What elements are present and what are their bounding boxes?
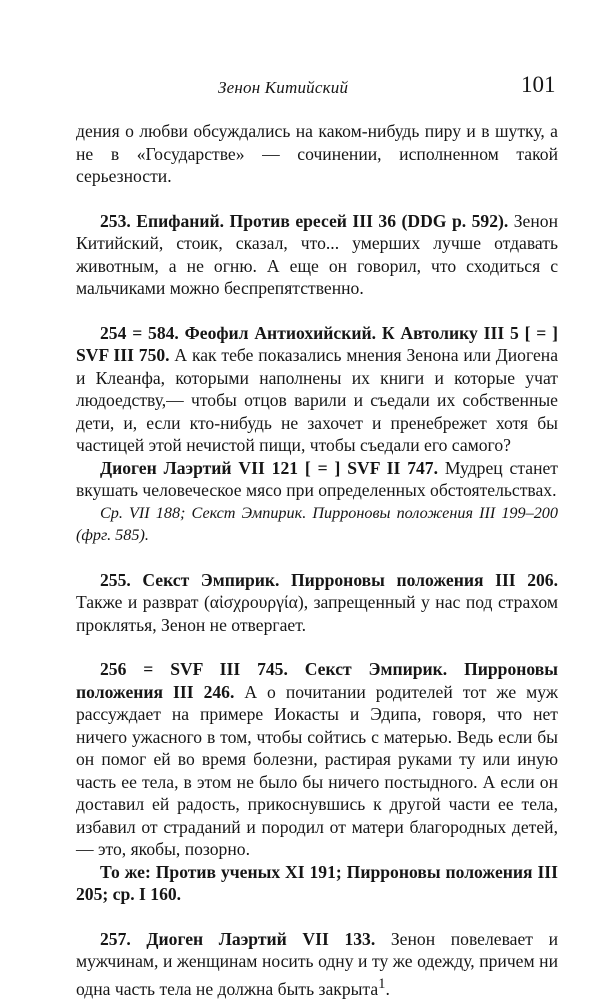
main-text (76, 120, 558, 1000)
fragment-heading: 257. Диоген Лаэртий VII 133. (100, 928, 376, 949)
running-title: Зенон Китийский (218, 78, 349, 97)
fragment-257 (76, 928, 558, 1000)
fragment-text: А как тебе показались мнения Зенона или Диогена и Клеанфа, которыми наполнены их книги и которые учат людоедству,— чтобы отцов варили и съедали их собственные дети, и, если кто-нибудь не захочет и пренебрежет хотя бы частицей этой нечистой пищи, чтобы съедали его самого? (76, 345, 558, 455)
page-number: 101 (521, 72, 556, 97)
fragment-heading: Диоген Лаэртий VII 121 [ = ] SVF II 747. (100, 457, 438, 478)
fragment-256-also (76, 861, 558, 906)
fragment-heading: 253. Епифаний. Против ересей III 36 (DDG p. 592). (100, 210, 509, 231)
fragment-text: Также и разврат (αἰσχρουργία), запрещенный у нас под страхом проклятья, Зенон не отвергает. (76, 592, 558, 635)
also-reference: То же: Против ученых XI 191; Пирроновы положения III 205; ср. I 160. (76, 861, 558, 904)
page-header (0, 72, 600, 102)
paragraph-continuation: дения о любви обсуждались на каком-нибудь пиру и в шутку, а не в «Государстве» — сочинении, исполненном такой серьезности. (76, 121, 558, 186)
fragment-text: Зенон Китийский, стоик, сказал, что... умерших лучше отдавать животным, а не огню. А еще он говорил, что сходиться с мальчиками можно беспрепятственно. (76, 210, 558, 298)
fragment-heading: 256 = SVF III 745. Секст Эмпирик. Пирроновы положения III 246. (76, 659, 558, 702)
sentence-end: . (385, 978, 390, 999)
fragment-heading: 254 = 584. Феофил Антиохийский. К Автолику III 5 [ = ] SVF III 750. (76, 322, 558, 365)
cross-reference: Ср. VII 188; Секст Эмпирик. Пирроновы положения III 199–200 (фрг. 585). (76, 503, 558, 544)
fragment-text: Зенон повелевает и мужчинам, и женщинам носить одну и ту же одежду, причем ни одна часть тела не должна быть закрыта (76, 928, 558, 999)
fragment-heading: 255. Секст Эмпирик. Пирроновы положения III 206. (100, 569, 558, 590)
footnote-marker[interactable]: 1 (378, 975, 386, 992)
fragment-256 (76, 658, 558, 861)
fragment-255 (76, 569, 558, 637)
fragment-text: А о почитании родителей тот же муж рассуждает на примере Иокасты и Эдипа, говоря, что нет ничего ужасного в том, чтобы сойтись с матерью. Ведь если бы он помог ей во время болезни, растирая руками ту или иную часть ее тела, в этом не было бы ничего постыдного. А если он доставил ей радость, прикоснувшись к другой части ее тела, избавил от страданий и породил от матери благородных детей,— это, якобы, позорно. (76, 681, 558, 859)
fragment-254 (76, 322, 558, 457)
fragment-253 (76, 210, 558, 300)
fragment-text: Мудрец станет вкушать человеческое мясо при определенных обстоятельствах. (76, 457, 558, 500)
fragment-254-parallel (76, 457, 558, 502)
